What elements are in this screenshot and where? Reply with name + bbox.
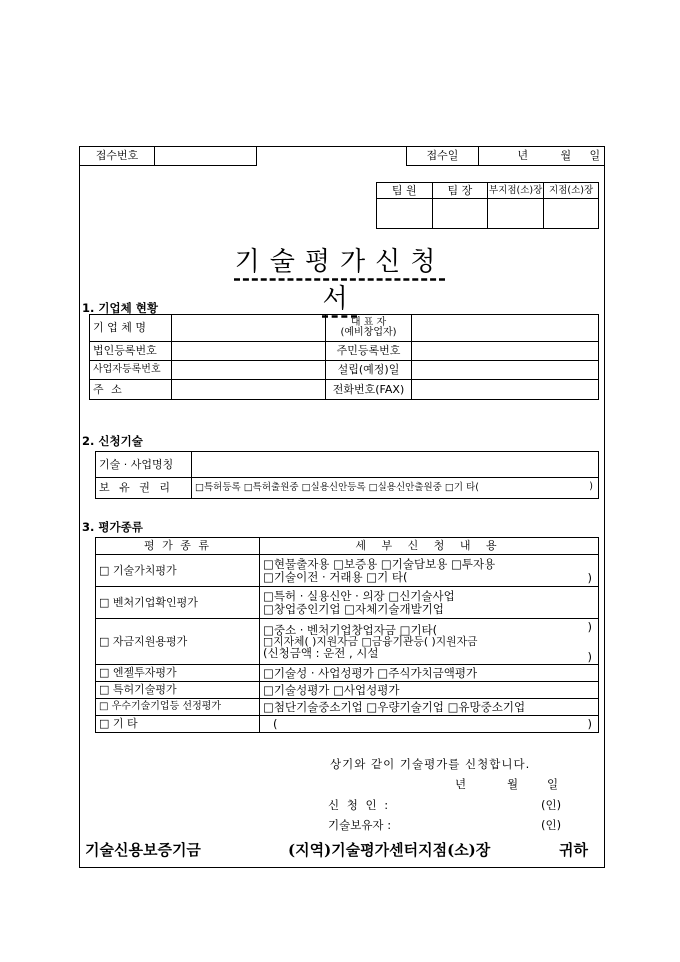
section3-heading: 3. 평가종류 (82, 520, 143, 534)
eval-detail-venture[interactable] (260, 587, 599, 619)
representative-label-main: 대 표 자 (350, 316, 387, 328)
resident-reg-label: 주민등록번호 (326, 342, 412, 361)
eval-type-other[interactable]: □ 기 타 (96, 716, 260, 733)
tech-name-label: 기술 · 사업명칭 (96, 452, 192, 478)
office-name: (지역)기술평가센터지점(소)장 (288, 841, 491, 859)
approval-box (376, 182, 599, 229)
applicant-label: 신 청 인 : (328, 798, 391, 812)
tech-table (95, 451, 599, 499)
detail-line: □현물출자용 □보증용 □기술담보용 □투자용 (263, 557, 496, 572)
corp-reg-field[interactable] (172, 342, 326, 361)
phone-field[interactable] (412, 380, 599, 400)
representative-label-sub: (예비창업자) (340, 327, 397, 338)
company-table (89, 314, 599, 400)
footer-month: 월 (507, 777, 519, 791)
approval-sign-1[interactable] (377, 199, 433, 229)
rights-options[interactable] (192, 478, 599, 499)
approval-sign-3[interactable] (488, 199, 544, 229)
detail-line: □기술이전 · 거래용 □기 타( (263, 569, 408, 584)
detail-line-end: ) (587, 650, 592, 664)
month-label: 월 (560, 148, 572, 162)
approval-col-2: 팀 장 (432, 183, 488, 199)
page-title: 기술평가신청서 (234, 247, 446, 314)
biz-reg-label: 사업자등록번호 (90, 361, 172, 380)
section1-heading: 1. 기업체 현황 (82, 301, 158, 315)
rights-label: 보 유 권 리 (96, 478, 192, 499)
address-field[interactable] (172, 380, 326, 400)
footer-year: 년 (455, 777, 467, 791)
founding-date-field[interactable] (412, 361, 599, 380)
detail-line: □특허 · 실용신안 · 의장 □신기술사업 (263, 589, 455, 604)
eval-detail-other[interactable] (260, 716, 599, 733)
resident-reg-field[interactable] (412, 342, 599, 361)
receipt-no-label: 접수번호 (80, 147, 155, 166)
holder-seal: (인) (541, 818, 562, 832)
eval-table (95, 537, 599, 733)
receipt-header (79, 146, 605, 166)
detail-line: □창업중인기업 □자체기술개발기업 (263, 601, 444, 616)
company-name-field[interactable] (172, 315, 326, 342)
statement: 상기와 같이 기술평가를 신청합니다. (330, 757, 531, 771)
eval-type-angel[interactable]: □ 엔젤투자평가 (96, 665, 260, 682)
corp-reg-label: 법인등록번호 (90, 342, 172, 361)
approval-sign-4[interactable] (544, 199, 599, 229)
eval-type-tech-value[interactable]: □ 기술가치평가 (96, 555, 260, 587)
eval-type-venture[interactable]: □ 벤처기업확인평가 (96, 587, 260, 619)
org-name: 기술신용보증기금 (85, 841, 201, 859)
phone-label: 전화번호(FAX) (326, 380, 412, 400)
eval-detail-angel[interactable]: □기술성 · 사업성평가 □주식가치금액평가 (260, 665, 599, 682)
receipt-date-label: 접수일 (407, 147, 479, 166)
honorific: 귀하 (559, 841, 588, 859)
eval-type-excellent[interactable]: □ 우수기술기업등 선정평가 (96, 699, 260, 716)
rights-close: ) (589, 481, 593, 492)
eval-detail-funding[interactable] (260, 619, 599, 665)
address-label: 주 소 (90, 380, 172, 400)
eval-type-funding[interactable]: □ 자금지원용평가 (96, 619, 260, 665)
eval-col-type: 평 가 종 류 (96, 538, 260, 555)
section2-heading: 2. 신청기술 (82, 434, 143, 448)
representative-field[interactable] (412, 315, 599, 342)
detail-line: (신청금액 : 운전 , 시설 (263, 646, 379, 661)
detail-line-end: ) (587, 620, 592, 634)
receipt-date-field[interactable] (479, 147, 605, 166)
approval-col-3: 부지점(소)장 (488, 183, 544, 199)
biz-reg-field[interactable] (172, 361, 326, 380)
detail-line: ( (273, 716, 278, 731)
eval-col-detail: 세 부 신 청 내 용 (260, 538, 599, 555)
day-label: 일 (589, 148, 601, 162)
footer-day: 일 (547, 777, 559, 791)
receipt-no-field[interactable] (155, 147, 257, 166)
rights-options-text: □특허등록 □특허출원중 □실용신안등록 □실용신안출원중 □기 타( (195, 482, 479, 494)
year-label: 년 (517, 148, 529, 162)
representative-label (326, 315, 412, 342)
founding-date-label: 설립(예정)일 (326, 361, 412, 380)
detail-line-end: ) (587, 571, 592, 585)
detail-line-end: ) (587, 717, 592, 731)
detail-line: □지자체( )지원자금 □금융기관등( )지원자금 (263, 634, 478, 648)
tech-name-field[interactable] (192, 452, 599, 478)
company-name-label: 기 업 체 명 (90, 315, 172, 342)
applicant-seal: (인) (541, 798, 562, 812)
eval-type-patent[interactable]: □ 특허기술평가 (96, 682, 260, 699)
approval-col-4: 지점(소)장 (544, 183, 599, 199)
eval-detail-tech-value[interactable] (260, 555, 599, 587)
detail-line: □중소 · 벤처기업창업자금 □기타( (263, 622, 438, 637)
holder-label: 기술보유자 : (328, 818, 392, 832)
eval-detail-excellent[interactable]: □첨단기술중소기업 □우량기술기업 □유망중소기업 (260, 699, 599, 716)
approval-col-1: 팀 원 (377, 183, 433, 199)
eval-detail-patent[interactable]: □기술성평가 □사업성평가 (260, 682, 599, 699)
approval-sign-2[interactable] (432, 199, 488, 229)
